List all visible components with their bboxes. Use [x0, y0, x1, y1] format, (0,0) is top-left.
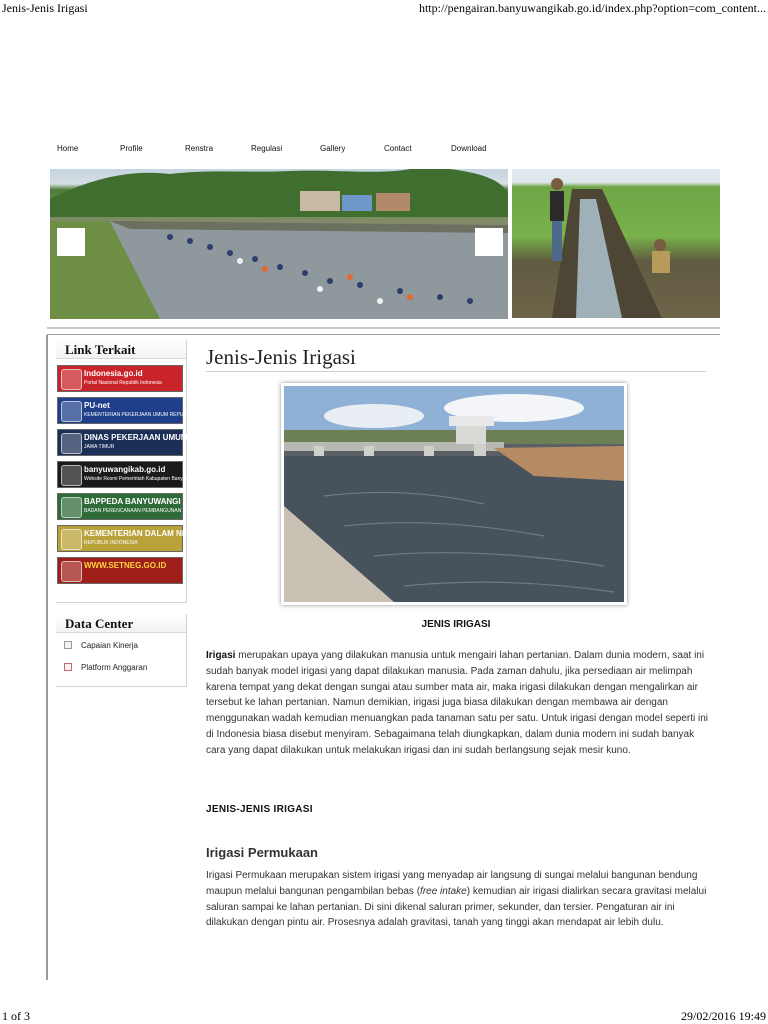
link-dpu-pengairan-jatim[interactable]	[57, 429, 238, 456]
title-divider	[206, 371, 706, 372]
link-setneg[interactable]	[57, 557, 183, 584]
data-center-title: Data Center	[56, 614, 186, 633]
kemendagri-emblem-icon	[61, 529, 82, 550]
nav-contact[interactable]: Contact	[384, 144, 412, 153]
data-center-item-label: Platform Anggaran	[81, 663, 148, 672]
link-banyuwangikab[interactable]	[57, 461, 199, 488]
nav-gallery[interactable]: Gallery	[320, 144, 346, 153]
print-page-title: Jenis-Jenis Irigasi	[2, 1, 88, 15]
banner-photo-river-cleanup	[50, 169, 508, 318]
link-logo-text: Indonesia.go.id	[84, 369, 143, 378]
link-logo-text: PU-net	[84, 401, 110, 410]
nav-profile[interactable]: Profile	[120, 144, 143, 153]
link-indonesia-go-id[interactable]	[57, 365, 183, 392]
print-datetime: 29/02/2016 19:49	[680, 1009, 766, 1023]
link-terkait-panel	[56, 340, 238, 603]
link-terkait-title: Link Terkait	[56, 340, 186, 359]
link-logo-subtext: REPUBLIK INDONESIA	[84, 540, 138, 546]
link-logo-text: BAPPEDA BANYUWANGI	[84, 497, 181, 506]
print-page-number: 1 of 3	[2, 1009, 30, 1023]
canal-inspection-illustration	[512, 169, 720, 318]
para-text: ) kemudian air irigasi dialirkan secara gravitasi melalui saluran sampai ke lahan pertanian. Di sini dikenal saluran primer, sekunder, dan tersier. Pengaturan air ini dilakukan dengan pintu air. Prosesnya adalah gravitasi, tanah yang tinggi akan mendapat air lebih dulu.	[206, 885, 707, 929]
data-center-item-capaian-kinerja[interactable]	[56, 636, 186, 658]
intro-lead-term: Irigasi	[206, 650, 236, 661]
nav-regulasi[interactable]: Regulasi	[251, 144, 283, 153]
header-banner	[50, 169, 720, 319]
link-logo-subtext: Website Resmi Pemerintah Kabupaten Banyuwangi	[84, 476, 199, 482]
banyuwangi-emblem-icon	[61, 465, 82, 486]
link-logo-subtext: BADAN PERENCANAAN PEMBANGUNAN DAERAH	[84, 508, 204, 514]
para-text: Irigasi Permukaan merupakan sistem irigasi yang menyadap air langsung di sungai melalui bangunan bendung maupun melalui bangunan pengambilan bebas (	[206, 870, 698, 897]
related-links-list	[56, 365, 238, 584]
nav-home[interactable]: Home	[57, 144, 79, 153]
slideshow-next-control[interactable]	[475, 228, 503, 256]
document-icon	[64, 663, 72, 671]
link-logo-text: KEMENTERIAN DALAM NEGERI	[84, 529, 207, 538]
garuda-emblem-icon	[61, 369, 82, 390]
pu-logo-icon	[61, 401, 82, 422]
link-logo-text: WWW.SETNEG.GO.ID	[84, 561, 167, 570]
data-center-panel	[56, 614, 187, 687]
banyuwangi-emblem-icon	[61, 497, 82, 518]
link-logo-subtext: Portal Nasional Republik Indonesia	[84, 380, 162, 386]
data-center-item-label: Capaian Kinerja	[81, 641, 138, 650]
article-intro-paragraph	[206, 648, 708, 759]
document-icon	[64, 641, 72, 649]
divider	[47, 334, 720, 335]
irrigation-weir-illustration	[284, 386, 624, 602]
link-pu-net[interactable]	[57, 397, 224, 424]
top-nav	[57, 144, 507, 156]
banner-photo-canal-inspection	[512, 169, 720, 318]
para-italic-term: free intake	[420, 885, 467, 897]
divider	[46, 335, 48, 980]
slideshow-prev-control[interactable]	[57, 228, 85, 256]
print-footer	[0, 1008, 768, 1024]
section-heading: JENIS-JENIS IRIGASI	[206, 804, 313, 815]
nav-renstra[interactable]: Renstra	[185, 144, 214, 153]
river-cleanup-illustration	[50, 169, 508, 318]
intro-body-text: merupakan upaya yang dilakukan manusia untuk mengairi lahan pertanian. Dalam dunia modern, saat ini sudah banyak model irigasi yang dapat dilakukan manusia. Pada zaman dahulu, jika persediaan air melimpah karena tempat yang dekat dengan sungai atau sumber mata air, maka irigasi dilakukan dengan mengalirkan air tersebut ke lahan pertanian. Namun demikian, irigasi juga biasa dilakukan dengan membawa air dengan menggunakan wadah kemudian menuangkan pada tanaman satu per satu. Untuk irigasi dengan model seperti ini di Indonesia biasa disebut menyiram. Sebagaimana telah diungkapkan, dalam dunia modern ini sudah banyak cara yang dapat dilakukan untuk melakukan irigasi dan ini sudah berlangsung sejak mesir kuno.	[206, 650, 708, 756]
article-photo-frame	[281, 383, 627, 605]
irigasi-permukaan-paragraph	[206, 868, 708, 931]
nav-download[interactable]: Download	[451, 144, 487, 153]
article-title: Jenis-Jenis Irigasi	[206, 345, 356, 369]
setneg-emblem-icon	[61, 561, 82, 582]
print-header	[0, 0, 768, 16]
photo-caption: JENIS IRIGASI	[421, 619, 491, 630]
jatim-emblem-icon	[61, 433, 82, 454]
link-logo-subtext: KEMENTERIAN PEKERJAAN UMUM REPUBLIK INDONESIA	[84, 412, 224, 418]
print-page-url: http://pengairan.banyuwangikab.go.id/index.php?option=com_content...	[418, 1, 766, 15]
link-bappeda-banyuwangi[interactable]	[57, 493, 204, 520]
data-center-item-platform-anggaran[interactable]	[56, 658, 186, 680]
divider	[47, 327, 720, 329]
link-kemendagri[interactable]	[57, 525, 207, 552]
link-logo-text: DINAS PEKERJAAN UMUM PENGAIRAN	[84, 433, 238, 442]
link-logo-text: banyuwangikab.go.id	[84, 465, 166, 474]
link-logo-subtext: JAWA TIMUR	[84, 444, 115, 450]
irrigation-weir-photo	[284, 386, 624, 602]
subsection-heading: Irigasi Permukaan	[206, 845, 318, 860]
